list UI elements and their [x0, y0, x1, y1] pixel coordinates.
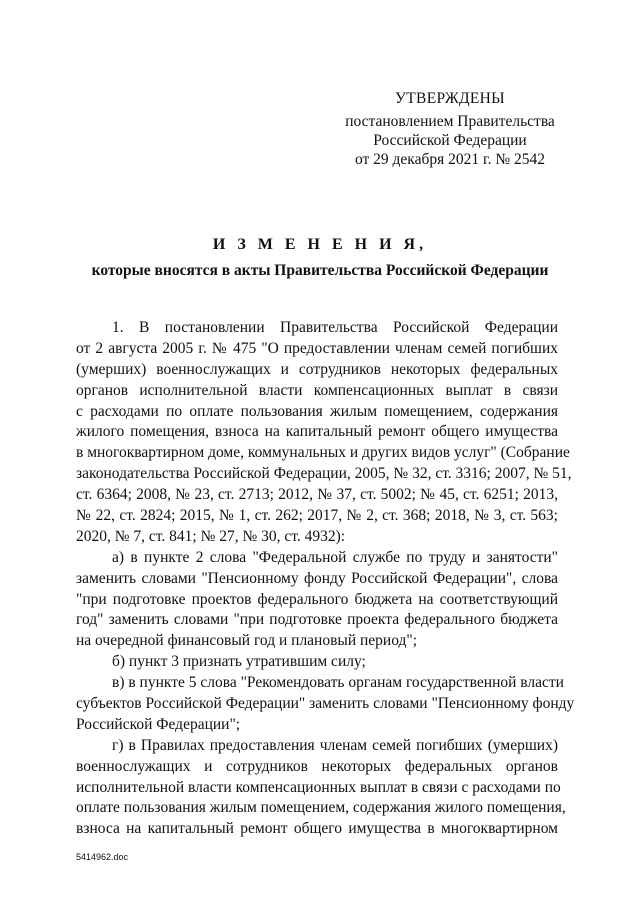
- approval-line: постановлением Правительства: [345, 113, 555, 130]
- body-line: № 22, ст. 2824; 2015, № 1, ст. 262; 2017, № 2, ст. 368; 2018, № 3, ст. 563;: [76, 507, 558, 525]
- body-line: а) в пункте 2 слова "Федеральной службе по труду и занятости": [112, 548, 558, 566]
- body-line: 2020, № 7, ст. 841; № 27, № 30, ст. 4932):: [76, 527, 346, 545]
- body-line: законодательства Российской Федерации, 2005, № 32, ст. 3316; 2007, № 51,: [76, 465, 572, 483]
- document-subtitle: которые вносятся в акты Правительства Российской Федерации: [91, 262, 549, 279]
- body-line: с расходами по оплате пользования жилым помещением, содержания: [76, 402, 558, 420]
- body-line: г) в Правилах предоставления членам семей погибших (умерших): [112, 736, 558, 754]
- body-line: ст. 6364; 2008, № 23, ст. 2713; 2012, № 37, ст. 5002; № 45, ст. 6251; 2013,: [76, 486, 558, 504]
- body-line: Российской Федерации";: [76, 715, 241, 733]
- body-line: б) пункт 3 признать утратившим силу;: [112, 653, 366, 671]
- document-body: [76, 318, 575, 840]
- body-line: заменить словами "Пенсионному фонду Российской Федерации", слова: [76, 569, 558, 587]
- body-line: исполнительной власти компенсационных выплат в связи с расходами по: [76, 778, 561, 796]
- body-line: "при подготовке проектов федерального бюджета на соответствующий: [76, 590, 558, 608]
- body-line: 1. В постановлении Правительства Российской Федерации: [112, 319, 558, 336]
- body-line: от 2 августа 2005 г. № 475 "О предоставлении членам семей погибших: [76, 339, 558, 357]
- body-line: в многоквартирном доме, коммунальных и других видов услуг" (Собрание: [76, 444, 570, 462]
- approval-block: [330, 112, 570, 169]
- footer-document-code: 5414962.doc: [76, 852, 129, 862]
- approval-title: УТВЕРЖДЕНЫ: [395, 90, 505, 107]
- body-line: жилого помещения, взноса на капитальный ремонт общего имущества: [76, 423, 558, 441]
- body-line: субъектов Российской Федерации" заменить словами "Пенсионному фонду: [76, 695, 575, 713]
- body-line: на очередной финансовый год и плановый период";: [76, 632, 418, 650]
- body-line: оплате пользования жилым помещением, содержания жилого помещения,: [76, 799, 566, 817]
- body-line: год" заменить словами "при подготовке проекта федерального бюджета: [76, 611, 558, 629]
- body-line: военнослужащих и сотрудников некоторых федеральных органов: [76, 757, 558, 775]
- body-line: взноса на капитальный ремонт общего имущества в многоквартирном: [76, 820, 558, 838]
- body-line: в) в пункте 5 слова "Рекомендовать органам государственной власти: [112, 674, 564, 692]
- approval-line: от 29 декабря 2021 г. № 2542: [354, 151, 546, 168]
- body-line: органов исполнительной власти компенсационных выплат в связи: [76, 381, 558, 399]
- approval-line: Российской Федерации: [373, 132, 527, 149]
- document-title: И З М Е Н Е Н И Я,: [212, 236, 428, 253]
- body-line: (умерших) военнослужащих и сотрудников некоторых федеральных: [76, 360, 558, 378]
